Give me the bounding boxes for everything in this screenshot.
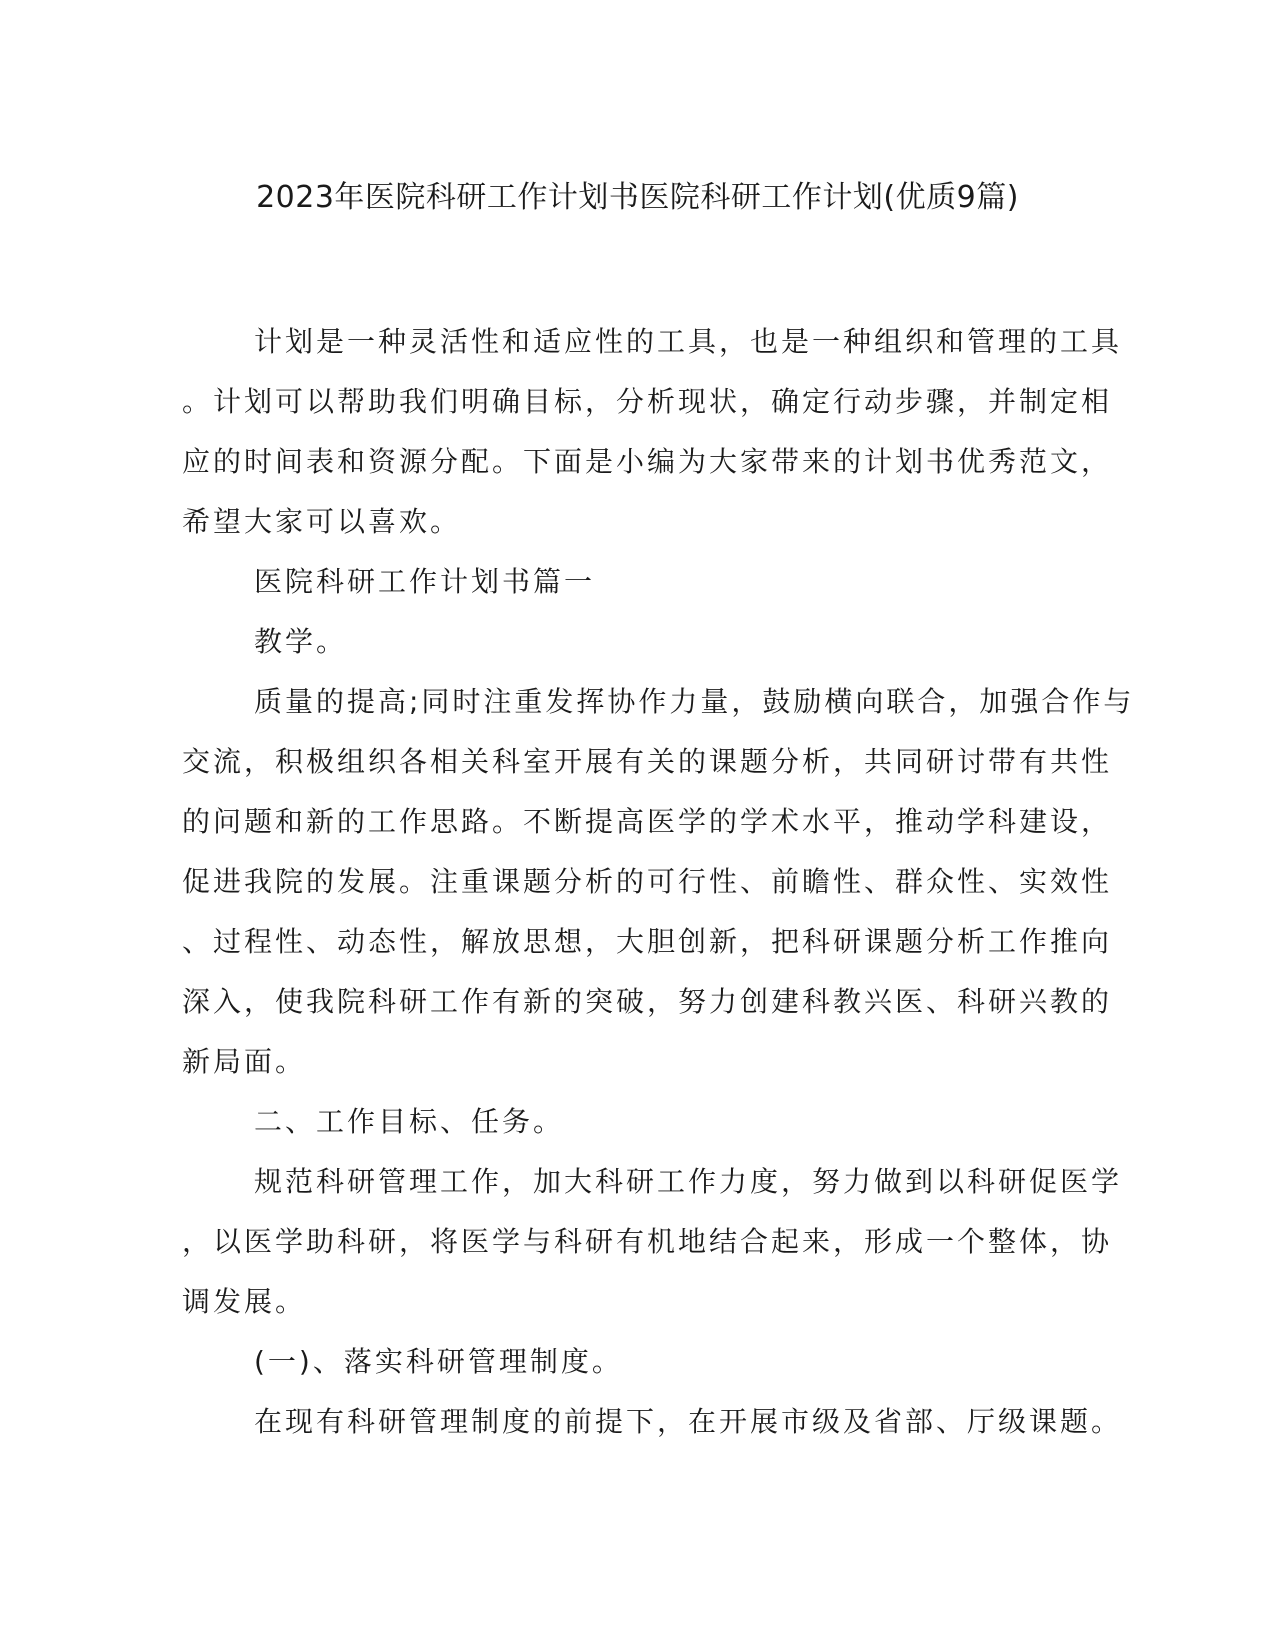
paragraph-line: 、过程性、动态性，解放思想，大胆创新，把科研课题分析工作推向 <box>182 925 1113 958</box>
paragraph-line: 促进我院的发展。注重课题分析的可行性、前瞻性、群众性、实效性 <box>182 865 1113 898</box>
paragraph <box>182 1152 1123 1332</box>
paragraph-line: 医院科研工作计划书篇一 <box>254 565 596 598</box>
paragraph-line: 希望大家可以喜欢。 <box>182 505 462 538</box>
paragraph-line: 质量的提高;同时注重发挥协作力量，鼓励横向联合，加强合作与 <box>254 685 1135 718</box>
section-heading <box>182 552 1082 612</box>
document-body <box>182 312 1135 1452</box>
paragraph <box>182 1392 1123 1452</box>
paragraph-line: 的问题和新的工作思路。不断提高医学的学术水平，推动学科建设， <box>182 805 1113 838</box>
section-heading <box>182 1092 1082 1152</box>
paragraph-line: 教学。 <box>254 625 348 658</box>
paragraph-line: 调发展。 <box>182 1285 307 1318</box>
paragraph-line: 规范科研管理工作，加大科研工作力度，努力做到以科研促医学 <box>254 1165 1123 1198</box>
paragraph-intro <box>182 312 1123 552</box>
paragraph-line: 二、工作目标、任务。 <box>254 1105 565 1138</box>
document-title: 2023年医院科研工作计划书医院科研工作计划(优质9篇) <box>256 180 1019 215</box>
paragraph-line: 交流，积极组织各相关科室开展有关的课题分析，共同研讨带有共性 <box>182 745 1113 778</box>
paragraph-line: 。计划可以帮助我们明确目标，分析现状，确定行动步骤，并制定相 <box>182 385 1113 418</box>
paragraph-line: ，以医学助科研，将医学与科研有机地结合起来，形成一个整体，协 <box>182 1225 1113 1258</box>
paragraph-line: 在现有科研管理制度的前提下，在开展市级及省部、厅级课题。 <box>254 1405 1123 1438</box>
paragraph-line: 应的时间表和资源分配。下面是小编为大家带来的计划书优秀范文， <box>182 445 1113 478</box>
paragraph <box>182 672 1135 1092</box>
section-heading <box>182 1332 1082 1392</box>
paragraph-line: 深入，使我院科研工作有新的突破，努力创建科教兴医、科研兴教的 <box>182 985 1113 1018</box>
paragraph-line: 新局面。 <box>182 1045 307 1078</box>
paragraph-line: 计划是一种灵活性和适应性的工具，也是一种组织和管理的工具 <box>254 325 1123 358</box>
paragraph <box>182 612 1082 672</box>
paragraph-line: (一)、落实科研管理制度。 <box>254 1345 623 1378</box>
